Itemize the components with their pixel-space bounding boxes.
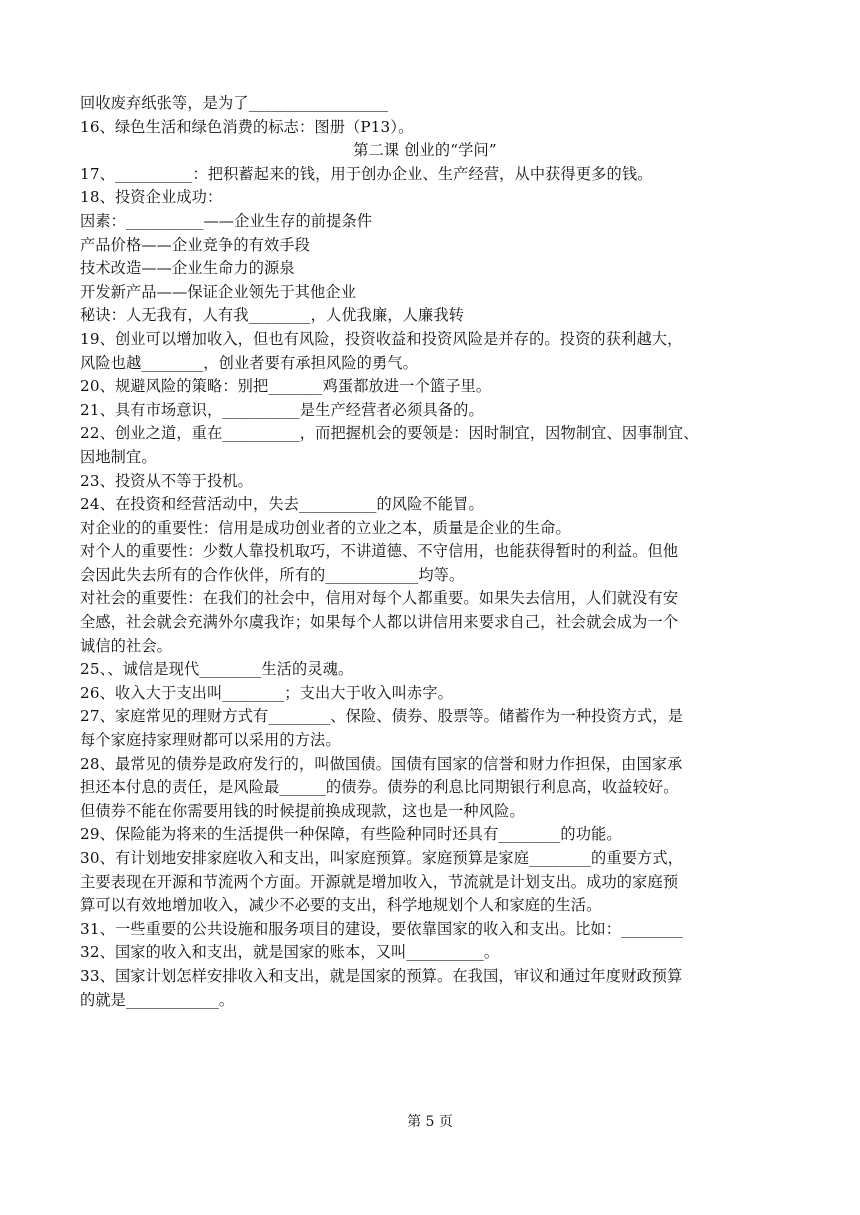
section-heading: 第二课 创业的“学问”	[353, 141, 497, 160]
text-line: 因素：__________——企业生存的前提条件	[80, 211, 373, 230]
text-line: 担还本付息的责任，是风险最______的债券。债券的利息比同期银行利息高，收益较好。	[80, 778, 679, 797]
text-line: 32、国家的收入和支出，就是国家的账本，又叫__________。	[80, 943, 500, 962]
text-line: 17、__________：把积蓄起来的钱，用于创办企业、生产经营，从中获得更多的钱。	[80, 164, 653, 183]
text-line: 每个家庭持家理财都可以采用的方法。	[80, 731, 341, 750]
text-line: 23、投资从不等于投机。	[80, 471, 254, 490]
text-line: 但债券不能在你需要用钱的时候提前换成现款，这也是一种风险。	[80, 801, 525, 820]
text-line: 29、保险能为将来的生活提供一种保障，有些险种同时还具有________的功能。	[80, 825, 622, 844]
text-line: 的就是____________。	[80, 990, 235, 1009]
text-line: 技术改造——企业生命力的源泉	[80, 259, 295, 278]
text-line: 25、、诚信是现代________生活的灵魂。	[80, 660, 354, 679]
text-line: 因地制宜。	[80, 447, 157, 466]
text-line: 全感，社会就会充满外尔虞我诈；如果每个人都以讲信用来要求自己，社会就会成为一个	[80, 613, 679, 632]
text-line: 24、在投资和经营活动中，失去__________的风险不能冒。	[80, 495, 484, 514]
text-line: 31、一些重要的公共设施和服务项目的建设，要依靠国家的收入和支出。比如：________	[80, 919, 684, 938]
text-line: 秘诀：人无我有，人有我________，人优我廉，人廉我转	[80, 306, 465, 325]
text-line: 主要表现在开源和节流两个方面。开源就是增加收入，节流就是计划支出。成功的家庭预	[80, 872, 679, 891]
text-line: 回收废弃纸张等，是为了__________________	[80, 94, 389, 112]
text-line: 18、投资企业成功：	[80, 188, 223, 207]
text-line: 风险也越________，创业者要有承担风险的勇气。	[80, 353, 419, 372]
text-line: 对企业的的重要性：信用是成功创业者的立业之本，质量是企业的生命。	[80, 518, 571, 537]
text-line: 27、家庭常见的理财方式有________、保险、债券、股票等。储蓄作为一种投资方式，是	[80, 707, 684, 726]
text-line: 算可以有效地增加收入，减少不必要的支出，科学地规划个人和家庭的生活。	[80, 896, 602, 915]
text-line: 21、具有市场意识，__________是生产经营者必须具备的。	[80, 400, 484, 419]
text-line: 20、规避风险的策略：别把_______鸡蛋都放进一个篮子里。	[80, 377, 492, 396]
page-number: 第 5 页	[407, 1114, 453, 1130]
text-line: 16、绿色生活和绿色消费的标志：图册（P13）。	[80, 117, 414, 136]
text-line: 19、创业可以增加收入，但也有风险，投资收益和投资风险是并存的。投资的获利越大，	[80, 329, 683, 348]
text-line: 对个人的重要性：少数人靠投机取巧，不讲道德、不守信用，也能获得暂时的利益。但他	[80, 542, 679, 561]
text-line: 诚信的社会。	[80, 636, 173, 655]
text-line: 33、国家计划怎样安排收入和支出，就是国家的预算。在我国，审议和通过年度财政预算	[80, 966, 683, 985]
text-line: 22、创业之道，重在__________，而把握机会的要领是：因时制宜，因物制宜、因事制宜、	[80, 424, 699, 443]
text-line: 开发新产品——保证企业领先于其他企业	[80, 282, 357, 301]
text-line: 会因此失去所有的合作伙伴，所有的____________均等。	[80, 565, 465, 584]
text-line: 26、收入大于支出叫________；支出大于收入叫赤字。	[80, 683, 453, 702]
text-line: 30、有计划地安排家庭收入和支出，叫家庭预算。家庭预算是家庭________的重要方式，	[80, 849, 684, 867]
text-line: 产品价格——企业竞争的有效手段	[80, 235, 311, 254]
text-line: 对社会的重要性：在我们的社会中，信用对每个人都重要。如果失去信用，人们就没有安	[80, 589, 679, 608]
document-body	[80, 92, 770, 1012]
text-line: 28、最常见的债券是政府发行的，叫做国债。国债有国家的信誉和财力作担保，由国家承	[80, 754, 683, 773]
